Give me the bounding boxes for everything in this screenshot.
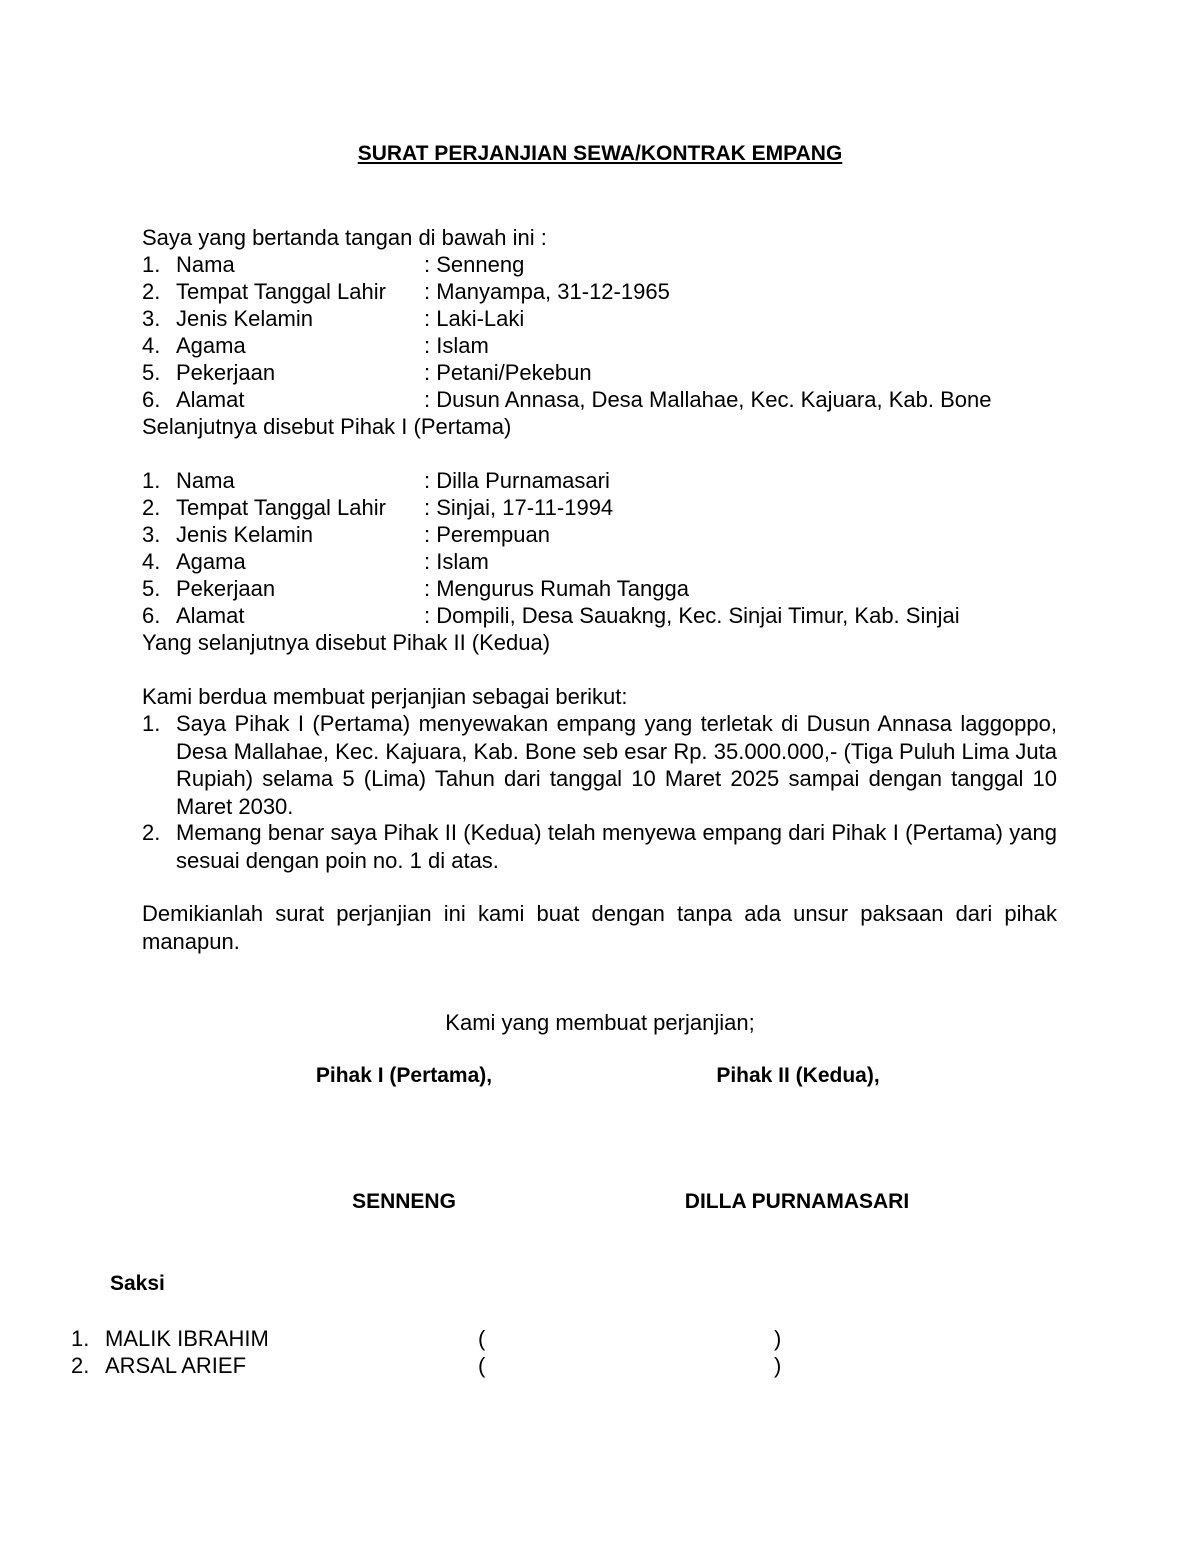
witness-name: MALIK IBRAHIM (105, 1326, 269, 1351)
row-value: : Laki-Laki (424, 306, 525, 331)
item-text: Saya Pihak I (Pertama) menyewakan empang yang terletak di Dusun Annasa laggoppo, Desa Mallahae, Kec. Kajuara, Kab. Bone seb esar Rp. 35.000.000,- (Tiga Puluh Lima Juta Rupiah) selama 5 (Lima) Tahun dari tanggal 10 Maret 2025 sampai dengan tanggal 10 Maret 2030. (176, 711, 1057, 819)
row-value: : Dilla Purnamasari (424, 468, 610, 493)
party2-heading: Pihak II (Kedua), (716, 1064, 880, 1087)
witness-number: 1. (71, 1326, 90, 1351)
row-label: Alamat (176, 387, 245, 412)
item-text: Memang benar saya Pihak II (Kedua) telah menyewa empang dari Pihak I (Pertama) yang sesuai dengan poin no. 1 di atas. (176, 820, 1057, 873)
signing-intro: Kami yang membuat perjanjian; (445, 1010, 755, 1035)
row-number: 6. (142, 387, 161, 412)
row-number: 4. (142, 549, 161, 574)
closing-statement: Demikianlah surat perjanjian ini kami buat dengan tanpa ada unsur paksaan dari pihak manapun. (142, 901, 1057, 954)
row-number: 3. (142, 522, 161, 547)
row-number: 3. (142, 306, 161, 331)
row-number: 1. (142, 252, 161, 277)
row-number: 5. (142, 576, 161, 601)
row-label: Pekerjaan (176, 576, 276, 601)
row-number: 5. (142, 360, 161, 385)
witness-name: ARSAL ARIEF (105, 1353, 247, 1378)
party1-signatory-name: SENNENG (352, 1190, 456, 1213)
row-label: Tempat Tanggal Lahir (176, 495, 386, 520)
row-value: : Dompili, Desa Sauakng, Kec. Sinjai Timur, Kab. Sinjai (424, 603, 960, 628)
row-value: : Mengurus Rumah Tangga (424, 576, 689, 601)
item-number: 1. (142, 711, 161, 736)
agreement-intro: Kami berdua membuat perjanjian sebagai berikut: (142, 684, 628, 709)
row-value: : Manyampa, 31-12-1965 (424, 279, 670, 304)
party2-signatory-name: DILLA PURNAMASARI (684, 1190, 910, 1213)
signature-bracket-close: ) (774, 1353, 782, 1378)
row-number: 6. (142, 603, 161, 628)
row-label: Jenis Kelamin (176, 306, 313, 331)
party2-closing: Yang selanjutnya disebut Pihak II (Kedua) (142, 630, 551, 655)
party1-heading: Pihak I (Pertama), (315, 1064, 493, 1087)
intro-text: Saya yang bertanda tangan di bawah ini : (142, 225, 547, 250)
row-value: : Sinjai, 17-11-1994 (424, 495, 614, 520)
row-value: : Islam (424, 333, 489, 358)
signature-bracket-open: ( (478, 1326, 486, 1351)
row-number: 2. (142, 279, 161, 304)
document-title: SURAT PERJANJIAN SEWA/KONTRAK EMPANG (357, 142, 843, 165)
signature-bracket-close: ) (774, 1326, 782, 1351)
row-label: Nama (176, 468, 235, 493)
row-label: Pekerjaan (176, 360, 276, 385)
witness-number: 2. (71, 1353, 90, 1378)
row-value: : Dusun Annasa, Desa Mallahae, Kec. Kajuara, Kab. Bone (424, 387, 992, 412)
row-label: Tempat Tanggal Lahir (176, 279, 386, 304)
party1-closing: Selanjutnya disebut Pihak I (Pertama) (142, 414, 512, 439)
row-label: Agama (176, 549, 246, 574)
row-number: 1. (142, 468, 161, 493)
row-number: 2. (142, 495, 161, 520)
row-value: : Islam (424, 549, 489, 574)
row-label: Nama (176, 252, 235, 277)
row-label: Jenis Kelamin (176, 522, 313, 547)
row-value: : Petani/Pekebun (424, 360, 592, 385)
signature-bracket-open: ( (478, 1353, 486, 1378)
row-label: Agama (176, 333, 246, 358)
row-value: : Senneng (424, 252, 525, 277)
witness-heading: Saksi (110, 1272, 165, 1295)
row-value: : Perempuan (424, 522, 550, 547)
row-label: Alamat (176, 603, 245, 628)
row-number: 4. (142, 333, 161, 358)
item-number: 2. (142, 820, 161, 845)
